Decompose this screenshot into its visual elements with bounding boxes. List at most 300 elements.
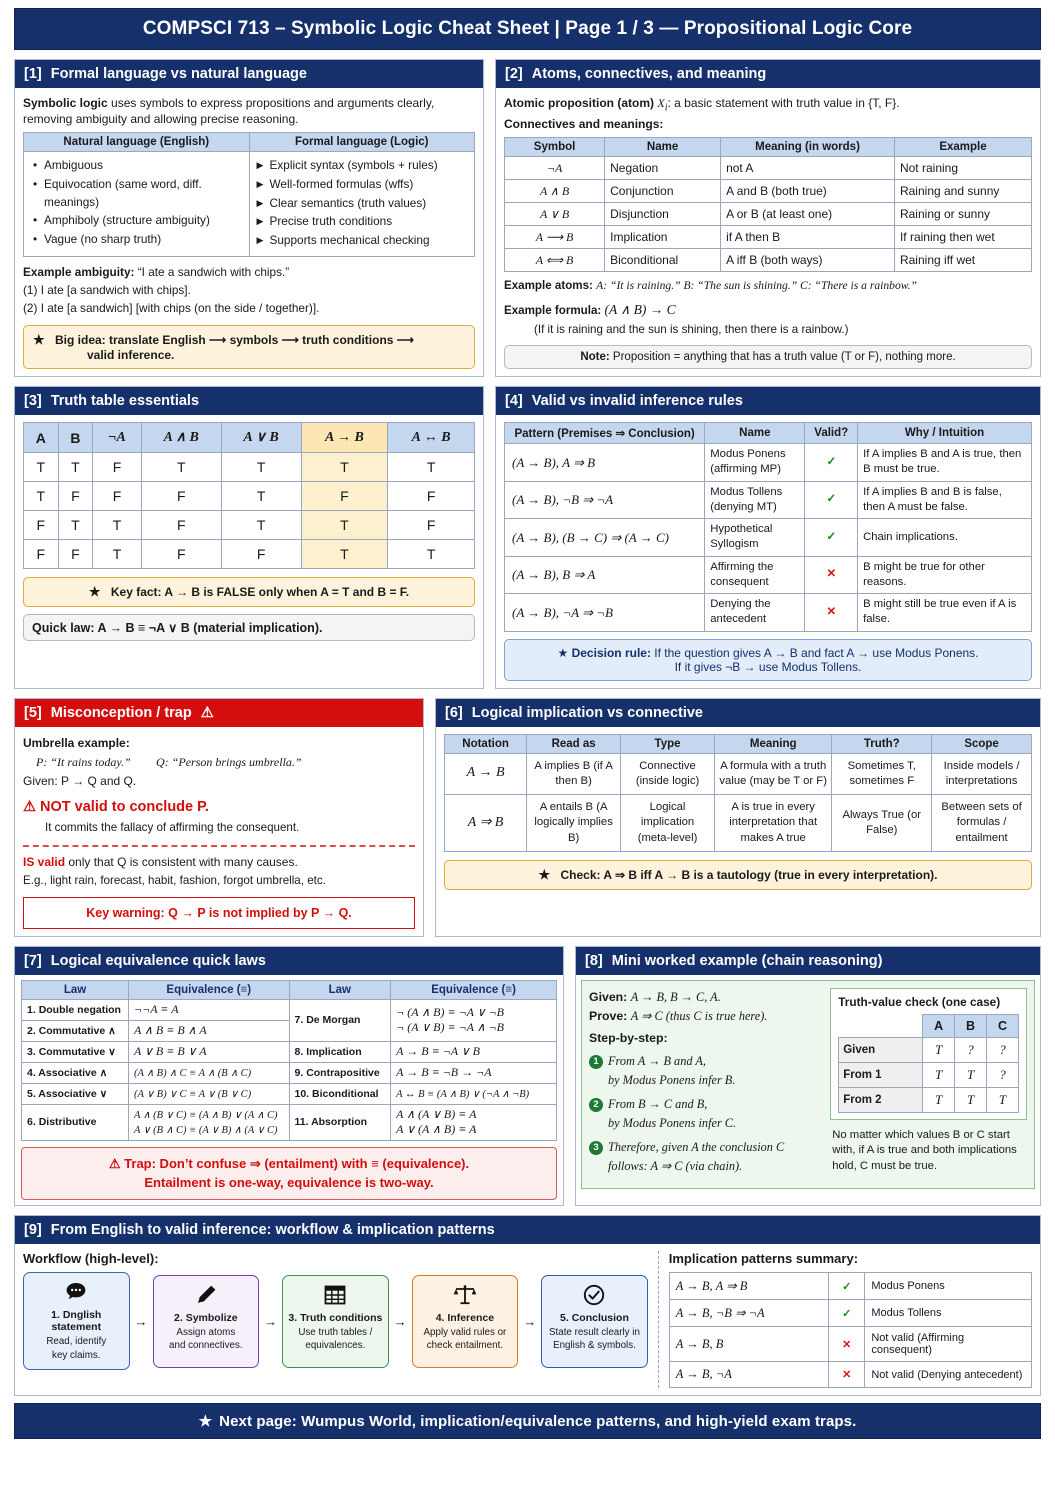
law-number: 4. bbox=[27, 1066, 36, 1079]
workflow-arrow-icon: → bbox=[393, 1313, 407, 1329]
table-row bbox=[24, 152, 475, 256]
cell-name: Affirming the consequent bbox=[705, 556, 805, 594]
not-valid-text: NOT valid to conclude P. bbox=[40, 799, 209, 816]
table-row bbox=[24, 482, 475, 511]
col-c: C bbox=[987, 1014, 1019, 1037]
col-pattern: Pattern (Premises ⇒ Conclusion) bbox=[505, 423, 705, 444]
star-icon: ★ bbox=[88, 584, 101, 600]
cell-why: Chain implications. bbox=[858, 519, 1032, 557]
cell: F bbox=[24, 540, 59, 569]
table-row bbox=[22, 1062, 557, 1083]
cell-type: Logical implication (meta-level) bbox=[621, 795, 715, 852]
cell-law bbox=[289, 1083, 391, 1104]
section-5-header bbox=[15, 699, 423, 727]
cell: T bbox=[955, 1062, 987, 1087]
section-1-lead-bold: Symbolic logic bbox=[23, 96, 108, 110]
cell-equivalence: A ∨ B ≡ B ∨ A bbox=[129, 1041, 290, 1062]
cell: T bbox=[221, 453, 301, 482]
step-number-badge: 1 bbox=[589, 1055, 603, 1069]
q-definition: Q: “Person brings umbrella.” bbox=[156, 754, 302, 769]
caption-bold: Truth-value check bbox=[838, 994, 939, 1009]
cell: T bbox=[221, 511, 301, 540]
natural-language-list bbox=[31, 157, 242, 248]
section-2-number: [2] bbox=[505, 66, 523, 82]
cell-formula: A → B, ¬B ⇒ ¬A bbox=[669, 1300, 828, 1327]
prove-line bbox=[589, 1007, 821, 1026]
law-name: Biconditional bbox=[312, 1087, 379, 1100]
law-name: Absorption bbox=[311, 1116, 368, 1129]
table-row bbox=[445, 753, 1032, 795]
cell-equivalence bbox=[391, 1104, 557, 1140]
cell-why: B might be true for other reasons. bbox=[858, 556, 1032, 594]
valid-check-icon: ✓ bbox=[805, 481, 858, 519]
is-valid-label: IS valid bbox=[23, 854, 66, 869]
section-8-title: Mini worked example (chain reasoning) bbox=[611, 952, 883, 969]
law-name: Associative ∧ bbox=[38, 1066, 108, 1079]
key-fact-callout bbox=[23, 577, 475, 607]
section-row-3-4 bbox=[14, 386, 1041, 689]
table-row bbox=[24, 540, 475, 569]
col-law-left: Law bbox=[22, 980, 129, 999]
cell-equivalence: ¬¬A ≡ A bbox=[129, 999, 290, 1020]
cell-equivalence: A ∧ B ≡ B ∧ A bbox=[129, 1020, 290, 1041]
cell: T bbox=[141, 453, 221, 482]
section-9-number: [9] bbox=[24, 1222, 42, 1239]
cell: F bbox=[24, 511, 59, 540]
cell-law bbox=[22, 1083, 129, 1104]
table-row bbox=[22, 1041, 557, 1062]
is-valid-statement bbox=[23, 853, 415, 872]
scales-icon bbox=[453, 1283, 477, 1307]
cell: T bbox=[301, 453, 388, 482]
law-name: Commutative ∧ bbox=[38, 1024, 116, 1037]
workflow-step-truth-conditions bbox=[282, 1275, 389, 1368]
table-row bbox=[24, 453, 475, 482]
law-name: Associative ∨ bbox=[38, 1087, 108, 1100]
check-callout bbox=[444, 860, 1032, 890]
truth-table bbox=[23, 422, 475, 569]
cell-example: Not raining bbox=[894, 157, 1031, 180]
section-6-body bbox=[436, 727, 1040, 936]
section-3-header bbox=[15, 387, 483, 415]
valid-check-icon: ✓ bbox=[805, 519, 858, 557]
workflow-diagram bbox=[23, 1272, 648, 1369]
table-row bbox=[669, 1362, 1031, 1388]
footer-banner bbox=[14, 1403, 1041, 1439]
cell-formula: A → B, ¬A bbox=[669, 1362, 828, 1388]
workflow-panel bbox=[23, 1251, 659, 1388]
step-sub-1: Read, identify bbox=[46, 1336, 107, 1348]
implication-comparison-table bbox=[444, 734, 1032, 852]
decision-rule-callout bbox=[504, 639, 1032, 681]
section-4-inference-rules bbox=[495, 386, 1041, 689]
law-number: 9. bbox=[294, 1066, 304, 1079]
step-title: 3. Truth conditions bbox=[288, 1311, 383, 1324]
cell-name: Modus Tollens (denying MT) bbox=[705, 481, 805, 519]
law-number: 8. bbox=[294, 1045, 304, 1058]
col-meaning: Meaning (in words) bbox=[721, 138, 895, 157]
invalid-cross-icon: ✕ bbox=[805, 594, 858, 632]
cell-name: Modus Ponens bbox=[865, 1273, 1032, 1300]
law-name: Commutative ∨ bbox=[38, 1045, 116, 1058]
section-1-lead bbox=[23, 95, 475, 127]
step-title: 2. Symbolize bbox=[174, 1311, 238, 1324]
step-sub-2: English & symbols. bbox=[553, 1339, 636, 1351]
big-idea-label: Big idea: bbox=[55, 332, 106, 347]
proposition-definitions bbox=[23, 753, 415, 772]
equivalence-line-2: A ∨ (B ∧ C) ≡ (A ∨ B) ∧ (A ∨ C) bbox=[134, 1125, 278, 1137]
table-row bbox=[505, 157, 1032, 180]
col-name: Name bbox=[705, 423, 805, 444]
section-8-body bbox=[576, 975, 1040, 1206]
umbrella-example-label: Umbrella example: bbox=[23, 735, 130, 750]
example-ambiguity-label: Example ambiguity: bbox=[23, 264, 135, 279]
step-item bbox=[589, 1052, 821, 1090]
example-formula-block bbox=[504, 300, 1032, 339]
step-line-2: by Modus Ponens infer C. bbox=[608, 1115, 737, 1130]
valid-check-icon: ✓ bbox=[829, 1300, 865, 1327]
connectives-label: Connectives and meanings: bbox=[504, 116, 664, 131]
cell-meaning: A and B (both true) bbox=[721, 180, 895, 203]
cell-truth: Always True (or False) bbox=[832, 795, 932, 852]
section-3-title: Truth table essentials bbox=[50, 393, 200, 410]
cell: F bbox=[388, 511, 475, 540]
col-biconditional: A ↔ B bbox=[388, 423, 475, 453]
workflow-step-symbolize bbox=[153, 1275, 260, 1368]
truth-value-check-caption bbox=[838, 995, 1019, 1009]
star-icon: ★ bbox=[557, 645, 569, 660]
section-7-body bbox=[15, 975, 563, 1206]
truth-value-check-table bbox=[838, 1014, 1019, 1113]
cell-name: Negation bbox=[605, 157, 721, 180]
cell-equivalence: A → B ≡ ¬A ∨ B bbox=[391, 1041, 557, 1062]
list-item: • Amphiboly (structure ambiguity) bbox=[31, 212, 242, 230]
section-6-title: Logical implication vs connective bbox=[471, 704, 703, 721]
p-definition: P: “It rains today.” bbox=[36, 754, 131, 769]
step-sub-2: and connectives. bbox=[169, 1339, 243, 1351]
connectives-table bbox=[504, 137, 1032, 272]
not-valid-warning bbox=[23, 796, 415, 819]
row-label: Given bbox=[839, 1037, 923, 1062]
cell-why: B might still be true even if A is false. bbox=[858, 594, 1032, 632]
truth-value-note: No matter which values B or C start with, if A is true and both implications hold, C must be true. bbox=[832, 1128, 1017, 1173]
cell: F bbox=[301, 482, 388, 511]
table-row bbox=[22, 999, 557, 1020]
section-1-body bbox=[15, 88, 483, 376]
section-3-number: [3] bbox=[24, 393, 42, 410]
table-row bbox=[669, 1273, 1031, 1300]
trap-line-2: Entailment is one-way, equivalence is two-way. bbox=[144, 1174, 434, 1190]
steps-label: Step-by-step: bbox=[589, 1030, 668, 1045]
cell-symbol: A ⟶ B bbox=[505, 226, 605, 249]
col-meaning: Meaning bbox=[714, 734, 831, 753]
workflow-step-english-statement bbox=[23, 1272, 130, 1369]
list-item: • Equivocation (same word, diff. meanings) bbox=[31, 176, 242, 211]
check-text: Check: A ⇒ B iff A → B is a tautology (true in every interpretation). bbox=[560, 867, 938, 882]
valid-check-icon: ✓ bbox=[805, 444, 858, 482]
example-formula-text: (A ∧ B) → C bbox=[604, 302, 676, 318]
workflow-label: Workflow (high-level): bbox=[23, 1251, 159, 1267]
table-row bbox=[22, 1104, 557, 1140]
cell-blank bbox=[839, 1014, 923, 1037]
step-title: 1. Dnglish statement bbox=[51, 1309, 102, 1334]
list-item: ▶ Explicit syntax (symbols + rules) bbox=[257, 157, 468, 175]
section-6-header bbox=[436, 699, 1040, 727]
section-row-5-6 bbox=[14, 698, 1041, 937]
cell-law bbox=[289, 1041, 391, 1062]
table-row bbox=[505, 249, 1032, 272]
quick-law-note: Quick law: A → B ≡ ¬A ∨ B (material implication). bbox=[23, 614, 475, 641]
cell-name: Modus Tollens bbox=[865, 1300, 1032, 1327]
step-sub-2: key claims. bbox=[52, 1349, 101, 1361]
col-implication: A → B bbox=[301, 423, 388, 453]
cell: T bbox=[301, 540, 388, 569]
section-3-body bbox=[15, 415, 483, 688]
law-name: Distributive bbox=[38, 1116, 97, 1129]
cell-example: Raining iff wet bbox=[894, 249, 1031, 272]
table-header-row bbox=[24, 423, 475, 453]
step-line-2: by Modus Ponens infer B. bbox=[608, 1072, 736, 1087]
cell-symbol: ¬A bbox=[505, 157, 605, 180]
cell-meaning: if A then B bbox=[721, 226, 895, 249]
equivalence-line-2: A ∨ (A ∧ B) ≡ A bbox=[396, 1122, 477, 1137]
equivalence-text: (A ∧ B) ∧ C ≡ A ∧ (B ∧ C) bbox=[134, 1068, 252, 1080]
note-label: Note: bbox=[580, 351, 610, 364]
col-equivalence-left: Equivalence (≡) bbox=[129, 980, 290, 999]
big-idea-line-1: translate English ⟶ symbols ⟶ truth conditions ⟶ bbox=[109, 332, 414, 347]
row-label: From 2 bbox=[839, 1087, 923, 1112]
cell-name: Hypothetical Syllogism bbox=[705, 519, 805, 557]
equivalence-laws-table bbox=[21, 980, 557, 1141]
section-1-header bbox=[15, 60, 483, 88]
section-4-header bbox=[496, 387, 1040, 415]
cell-formula: A → B, B bbox=[669, 1327, 828, 1362]
cell-name: Biconditional bbox=[605, 249, 721, 272]
cell-why: If A implies B and B is false, then A must be false. bbox=[858, 481, 1032, 519]
pencil-icon bbox=[194, 1283, 218, 1307]
step-number-badge: 3 bbox=[589, 1141, 603, 1155]
cell-name: Implication bbox=[605, 226, 721, 249]
step-line-1: From A → B and A, bbox=[608, 1053, 706, 1068]
equivalence-line-2: ¬ (A ∨ B) ≡ ¬A ∧ ¬B bbox=[396, 1020, 504, 1035]
big-idea-line-2: valid inference. bbox=[87, 347, 175, 362]
cell: F bbox=[141, 511, 221, 540]
atom-subscript: i bbox=[664, 102, 668, 114]
cell: F bbox=[141, 482, 221, 511]
step-number-badge: 2 bbox=[589, 1098, 603, 1112]
section-5-body bbox=[15, 727, 423, 936]
proposition-note bbox=[504, 345, 1032, 369]
cell-law bbox=[22, 999, 129, 1020]
col-and: A ∧ B bbox=[141, 423, 221, 453]
section-9-header bbox=[15, 1216, 1040, 1244]
inference-rules-table bbox=[504, 422, 1032, 632]
law-number: 2. bbox=[27, 1024, 36, 1037]
atom-definition bbox=[504, 95, 1032, 116]
trap-callout bbox=[21, 1147, 557, 1201]
cell: T bbox=[923, 1062, 955, 1087]
section-1-number: [1] bbox=[24, 66, 42, 82]
equivalence-line-1: A ∧ (B ∨ C) ≡ (A ∧ B) ∨ (A ∧ C) bbox=[134, 1110, 278, 1122]
cell-formula: A → B, A ⇒ B bbox=[669, 1273, 828, 1300]
section-2-title: Atoms, connectives, and meaning bbox=[531, 66, 767, 82]
col-natural-language: Natural language (English) bbox=[24, 133, 250, 152]
implication-patterns-panel bbox=[669, 1251, 1032, 1388]
cell-pattern: (A → B), A ⇒ B bbox=[505, 444, 705, 482]
warning-triangle-icon: ⚠ bbox=[23, 799, 36, 816]
law-number: 1. bbox=[27, 1003, 36, 1016]
cell-equivalence bbox=[129, 1104, 290, 1140]
big-idea-callout bbox=[23, 325, 475, 369]
cell-why: If A implies B and A is true, then B must be true. bbox=[858, 444, 1032, 482]
cell-equivalence bbox=[391, 999, 557, 1041]
cell: T bbox=[24, 453, 59, 482]
section-8-header bbox=[576, 947, 1040, 975]
section-5-number: [5] bbox=[24, 704, 42, 721]
table-row bbox=[505, 519, 1032, 557]
section-4-title: Valid vs invalid inference rules bbox=[531, 393, 743, 410]
cell-notation: A → B bbox=[445, 753, 527, 795]
cell: F bbox=[388, 482, 475, 511]
invalid-cross-icon: ✕ bbox=[829, 1327, 865, 1362]
cell-law bbox=[22, 1020, 129, 1041]
equivalence-line-1: A ∧ (A ∨ B) ≡ A bbox=[396, 1107, 477, 1122]
section-row-7-8 bbox=[14, 946, 1041, 1207]
list-item: • Vague (no sharp truth) bbox=[31, 231, 242, 249]
cell-meaning: A iff B (both ways) bbox=[721, 249, 895, 272]
col-notation: Notation bbox=[445, 734, 527, 753]
row-label: From 1 bbox=[839, 1062, 923, 1087]
law-name: De Morgan bbox=[306, 1014, 361, 1027]
example-reading-1: (1) I ate [a sandwich with chips]. bbox=[23, 283, 191, 298]
cell-meaning: A is true in every interpretation that makes A true bbox=[714, 795, 831, 852]
table-row bbox=[505, 226, 1032, 249]
cell: T bbox=[24, 482, 59, 511]
cell-symbol: A ∨ B bbox=[505, 203, 605, 226]
step-line-1: From B → C and B, bbox=[608, 1096, 708, 1111]
workflow-arrow-icon: → bbox=[523, 1313, 537, 1329]
table-row bbox=[839, 1062, 1019, 1087]
cell-scope: Between sets of formulas / entailment bbox=[932, 795, 1032, 852]
cell: T bbox=[221, 482, 301, 511]
patterns-label: Implication patterns summary: bbox=[668, 1251, 859, 1267]
law-number: 10. bbox=[294, 1087, 310, 1100]
speech-bubble-icon bbox=[64, 1280, 88, 1304]
prove-label: Prove: bbox=[589, 1008, 628, 1023]
section-7-header bbox=[15, 947, 563, 975]
given-line bbox=[589, 988, 821, 1007]
step-sub-1: Assign atoms bbox=[176, 1326, 236, 1338]
list-item: ▶ Precise truth conditions bbox=[257, 213, 468, 231]
example-reading-2: (2) I ate [a sandwich] [with chips (on the side / together)]. bbox=[23, 301, 320, 316]
col-why: Why / Intuition bbox=[858, 423, 1032, 444]
law-number: 6. bbox=[27, 1116, 36, 1129]
cell-pattern: (A → B), ¬B ⇒ ¬A bbox=[505, 481, 705, 519]
cell: T bbox=[388, 540, 475, 569]
given-formulas: A → B, B → C, A. bbox=[630, 989, 721, 1004]
law-number: 3. bbox=[27, 1045, 36, 1058]
cell-equivalence bbox=[129, 1062, 290, 1083]
section-7-title: Logical equivalence quick laws bbox=[50, 952, 266, 969]
cell-law bbox=[22, 1104, 129, 1140]
table-row bbox=[22, 1083, 557, 1104]
cell: T bbox=[301, 511, 388, 540]
section-2-header bbox=[496, 60, 1040, 88]
section-4-number: [4] bbox=[505, 393, 523, 410]
cell: T bbox=[955, 1087, 987, 1112]
table-header-row bbox=[839, 1014, 1019, 1037]
table-row bbox=[505, 594, 1032, 632]
table-row bbox=[505, 444, 1032, 482]
natural-language-cell bbox=[24, 152, 250, 256]
list-item: ▶ Clear semantics (truth values) bbox=[257, 195, 468, 213]
table-header-row bbox=[22, 980, 557, 999]
cell: T bbox=[58, 453, 93, 482]
section-5-misconception bbox=[14, 698, 424, 937]
law-name: Implication bbox=[306, 1045, 362, 1058]
cell-meaning: A formula with a truth value (may be T or F) bbox=[714, 753, 831, 795]
section-8-number: [8] bbox=[585, 952, 603, 969]
cell: T bbox=[923, 1037, 955, 1062]
cell-example: Raining and sunny bbox=[894, 180, 1031, 203]
divider bbox=[23, 845, 415, 847]
step-sub-1: Apply valid rules or bbox=[423, 1326, 507, 1338]
key-warning-callout: Key warning: Q → P is not implied by P → Q. bbox=[23, 897, 415, 929]
table-header-row bbox=[505, 138, 1032, 157]
caption-rest: (one case) bbox=[938, 994, 1001, 1009]
step-sub-1: State result clearly in bbox=[548, 1326, 640, 1338]
col-valid: Valid? bbox=[805, 423, 858, 444]
decision-rule-label: Decision rule: bbox=[571, 645, 651, 660]
implication-patterns-table bbox=[669, 1272, 1032, 1388]
table-header-row bbox=[445, 734, 1032, 753]
list-item: • Ambiguous bbox=[31, 157, 242, 175]
trap-line-1: Trap: Don’t confuse ⇒ (entailment) with ≡ (equivalence). bbox=[124, 1155, 470, 1171]
law-name: Double negation bbox=[38, 1003, 121, 1016]
cell: ? bbox=[955, 1037, 987, 1062]
cell-read-as: A implies B (if A then B) bbox=[527, 753, 621, 795]
cell-name: Denying the antecedent bbox=[705, 594, 805, 632]
workflow-arrow-icon: → bbox=[134, 1313, 148, 1329]
section-5-title: Misconception / trap bbox=[50, 704, 192, 721]
key-fact-text: Key fact: A → B is FALSE only when A = T and B = F. bbox=[110, 585, 410, 600]
table-row bbox=[669, 1327, 1031, 1362]
table-row bbox=[24, 511, 475, 540]
table-grid-icon bbox=[323, 1283, 347, 1307]
step-line-2: follows: A ⇒ C (via chain). bbox=[608, 1159, 743, 1174]
formal-language-list bbox=[257, 157, 468, 249]
col-law-right: Law bbox=[289, 980, 391, 999]
step-title: 4. Inference bbox=[435, 1311, 495, 1324]
given-label: Given: bbox=[589, 989, 628, 1004]
worked-example-steps bbox=[589, 988, 821, 1181]
section-row-1-2 bbox=[14, 59, 1041, 377]
col-symbol: Symbol bbox=[505, 138, 605, 157]
table-row bbox=[839, 1087, 1019, 1112]
cell: F bbox=[58, 482, 93, 511]
example-ambiguity-quote: “I ate a sandwich with chips.” bbox=[137, 264, 290, 279]
section-6-implication-vs-connective bbox=[435, 698, 1041, 937]
col-equivalence-right: Equivalence (≡) bbox=[391, 980, 557, 999]
section-9-title: From English to valid inference: workflow & implication patterns bbox=[50, 1222, 495, 1239]
table-row bbox=[505, 481, 1032, 519]
col-or: A ∨ B bbox=[221, 423, 301, 453]
col-a: A bbox=[923, 1014, 955, 1037]
atom-definition-rest: : a basic statement with truth value in {T, F}. bbox=[667, 96, 900, 110]
cell-law bbox=[289, 999, 391, 1041]
cell: F bbox=[221, 540, 301, 569]
step-item bbox=[589, 1138, 821, 1176]
